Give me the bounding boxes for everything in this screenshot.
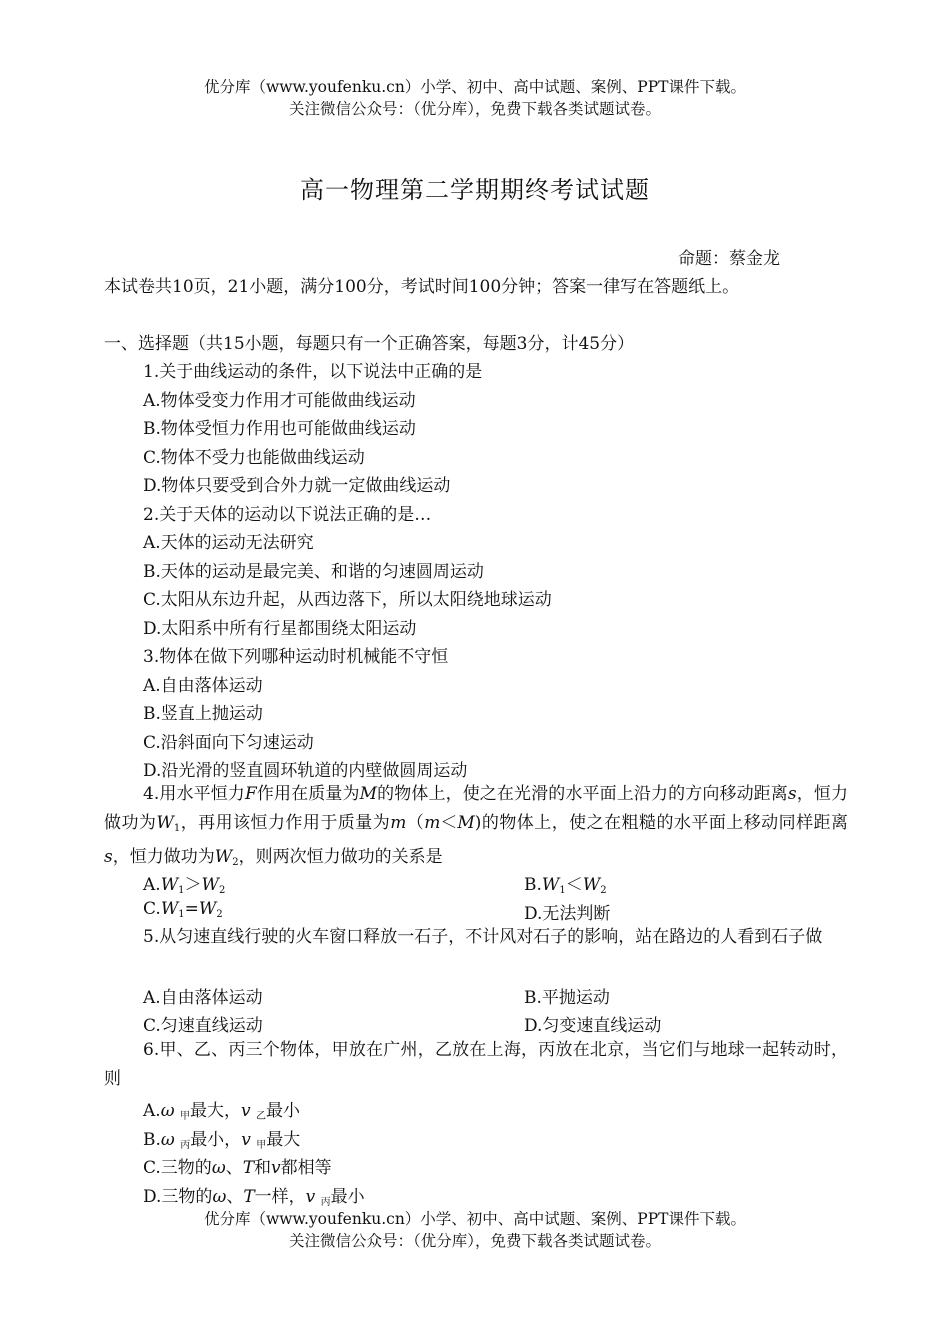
- q4-option-c: [143, 899, 223, 920]
- q6-stem: 6.甲、乙、丙三个物体，甲放在广州，乙放在上海，丙放在北京，当它们与地球一起转动时，则: [104, 1040, 848, 1089]
- footer-line-2: 关注微信公众号：（优分库），免费下载各类试题试卷。: [288, 1232, 661, 1250]
- q6-text: 、: [226, 1187, 244, 1207]
- q4-sub: 1: [178, 909, 185, 920]
- q6-var-omega: ω: [160, 1101, 175, 1121]
- q4-var-m: m: [390, 812, 407, 833]
- q3-option-d: D.沿光滑的竖直圆环轨道的内壁做圆周运动: [143, 761, 468, 781]
- q3-option-b: B.竖直上抛运动: [143, 704, 263, 724]
- q6-text: 都相等: [280, 1158, 332, 1178]
- q6-var-v: v: [271, 1158, 281, 1178]
- q6-text: 最小: [330, 1187, 365, 1207]
- q3-stem: 3.物体在做下列哪种运动时机械能不守恒: [143, 647, 449, 667]
- q4-sub: 2: [216, 909, 223, 920]
- q4-var-W: W: [198, 899, 217, 919]
- q4-option-d: D.无法判断: [524, 904, 611, 924]
- footer-banner: [0, 1208, 950, 1252]
- q6-text: 最大，: [189, 1101, 241, 1121]
- q4-sub: 2: [600, 885, 607, 896]
- q4-stem: [104, 780, 848, 878]
- q4-a-label: A.: [143, 875, 161, 895]
- q4-sub: 2: [232, 857, 239, 868]
- q6-var-v: v: [240, 1101, 251, 1121]
- q4-text: ，恒力做功为: [112, 847, 215, 867]
- q6-a-label: A.: [143, 1101, 161, 1121]
- q3-option-a: A.自由落体运动: [143, 676, 263, 696]
- q4-text: )的物体上，使之在粗糙的水平面上移动同样距离: [474, 812, 849, 833]
- q4-text: 作用在质量为: [256, 784, 360, 804]
- author-line: 命题：蔡金龙: [678, 249, 780, 269]
- q4-text: 4.用水平恒力: [143, 784, 245, 804]
- q6-var-omega: ω: [212, 1187, 227, 1207]
- q6-var-v: v: [305, 1187, 316, 1207]
- q6-sub-yi: 乙: [255, 1111, 266, 1122]
- q4-var-W: W: [214, 847, 233, 867]
- q2-option-c: C.太阳从东边升起，从西边落下，所以太阳绕地球运动: [143, 590, 552, 610]
- page-title: 高一物理第二学期期终考试试题: [300, 176, 650, 204]
- q4-var-W: W: [160, 875, 179, 895]
- q2-stem: 2.关于天体的运动以下说法正确的是…: [143, 505, 432, 525]
- q4-option-b: [524, 870, 607, 896]
- q6-sub-bing: 丙: [320, 1197, 331, 1208]
- q4-var-W: W: [582, 875, 601, 895]
- footer-line-1: 优分库（www.youfenku.cn）小学、初中、高中试题、案例、PPT课件下载。: [203, 1210, 747, 1228]
- q2-option-a: A.天体的运动无法研究: [143, 533, 314, 553]
- q6-var-v: v: [241, 1130, 251, 1150]
- q4-var-M: M: [359, 784, 377, 804]
- q2-option-d: D.太阳系中所有行星都围绕太阳运动: [143, 619, 417, 639]
- q4-var-s: s: [104, 847, 113, 867]
- q6-text: 最小，: [190, 1130, 242, 1150]
- q4-text: ，恒力做功为: [104, 784, 849, 833]
- q1-option-a: A.物体受变力作用才可能做曲线运动: [143, 391, 416, 411]
- q6-text: 最小: [265, 1101, 300, 1121]
- q2-option-b: B.天体的运动是最完美、和谐的匀速圆周运动: [143, 562, 484, 582]
- q4-var-W: W: [156, 812, 174, 833]
- q4-op: ＜: [565, 875, 583, 895]
- q4-text: 的物体上，使之在光滑的水平面上沿力的方向移动距离: [376, 784, 788, 804]
- q4-text: （: [406, 812, 425, 833]
- q4-var-M: M: [457, 812, 475, 833]
- q6-text: 最大: [266, 1130, 301, 1150]
- q4-op: =: [184, 899, 199, 919]
- q4-b-label: B.: [524, 875, 542, 895]
- q6-c-label: C.三物的: [143, 1158, 212, 1178]
- q4-var-F: F: [244, 784, 257, 804]
- q6-var-omega: ω: [160, 1130, 175, 1150]
- q4-var-s: s: [787, 784, 797, 804]
- q6-sub-bing: 丙: [180, 1140, 191, 1151]
- q1-option-c: C.物体不受力也能做曲线运动: [143, 448, 365, 468]
- q4-option-a: [143, 870, 225, 896]
- q4-sub: 2: [219, 885, 226, 896]
- q4-sub: 1: [178, 885, 185, 896]
- q5-option-b: B.平抛运动: [524, 988, 610, 1008]
- q3-option-c: C.沿斜面向下匀速运动: [143, 733, 314, 753]
- q4-var-m: m: [424, 812, 441, 833]
- q5-option-c: C.匀速直线运动: [143, 1016, 263, 1036]
- q6-var-T: T: [243, 1187, 255, 1207]
- exam-intro: 本试卷共10页，21小题，满分100分，考试时间100分钟；答案一律写在答题纸上。: [104, 277, 740, 297]
- q1-option-b: B.物体受恒力作用也可能做曲线运动: [143, 419, 416, 439]
- q4-sub: 1: [559, 885, 566, 896]
- q4-op: ＞: [184, 875, 202, 895]
- header-banner: [0, 76, 950, 120]
- q5-stem: 5.从匀速直线行驶的火车窗口释放一石子，不计风对石子的影响，站在路边的人看到石子做: [143, 927, 823, 947]
- q6-b-label: B.: [143, 1130, 161, 1150]
- q6-var-omega: ω: [211, 1158, 226, 1178]
- q4-sub: 1: [173, 822, 181, 834]
- q1-stem: 1.关于曲线运动的条件，以下说法中正确的是: [143, 362, 483, 382]
- q4-var-W: W: [160, 899, 179, 919]
- q4-var-W: W: [541, 875, 560, 895]
- q1-option-d: D.物体只要受到合外力就一定做曲线运动: [143, 476, 451, 496]
- q4-text: ，则两次恒力做功的关系是: [238, 847, 443, 867]
- q5-option-a: A.自由落体运动: [143, 988, 263, 1008]
- q6-var-T: T: [242, 1158, 255, 1178]
- q6-option-c: [143, 1153, 332, 1178]
- q5-option-d: D.匀变速直线运动: [524, 1016, 662, 1036]
- q4-text: ，再用该恒力作用于质量为: [180, 812, 391, 833]
- q6-text: 、: [225, 1158, 243, 1178]
- banner-line-1: 优分库（www.youfenku.cn）小学、初中、高中试题、案例、PPT课件下载。: [203, 78, 747, 96]
- q6-text: 一样，: [254, 1187, 306, 1207]
- q6-option-b: [143, 1125, 300, 1151]
- banner-line-2: 关注微信公众号：（优分库），免费下载各类试题试卷。: [288, 100, 661, 118]
- q4-c-label: C.: [143, 899, 161, 919]
- q6-sub-jia: 甲: [256, 1140, 267, 1151]
- q6-option-a: [143, 1096, 300, 1122]
- q4-text: ＜: [440, 812, 458, 833]
- section-heading: 一、选择题（共15小题，每题只有一个正确答案，每题3分，计45分）: [104, 334, 635, 354]
- q6-sub-jia: 甲: [179, 1111, 190, 1122]
- q4-var-W: W: [201, 875, 220, 895]
- q6-text: 和: [254, 1158, 272, 1178]
- q6-option-d: [143, 1182, 365, 1208]
- q6-d-label: D.三物的: [143, 1187, 213, 1207]
